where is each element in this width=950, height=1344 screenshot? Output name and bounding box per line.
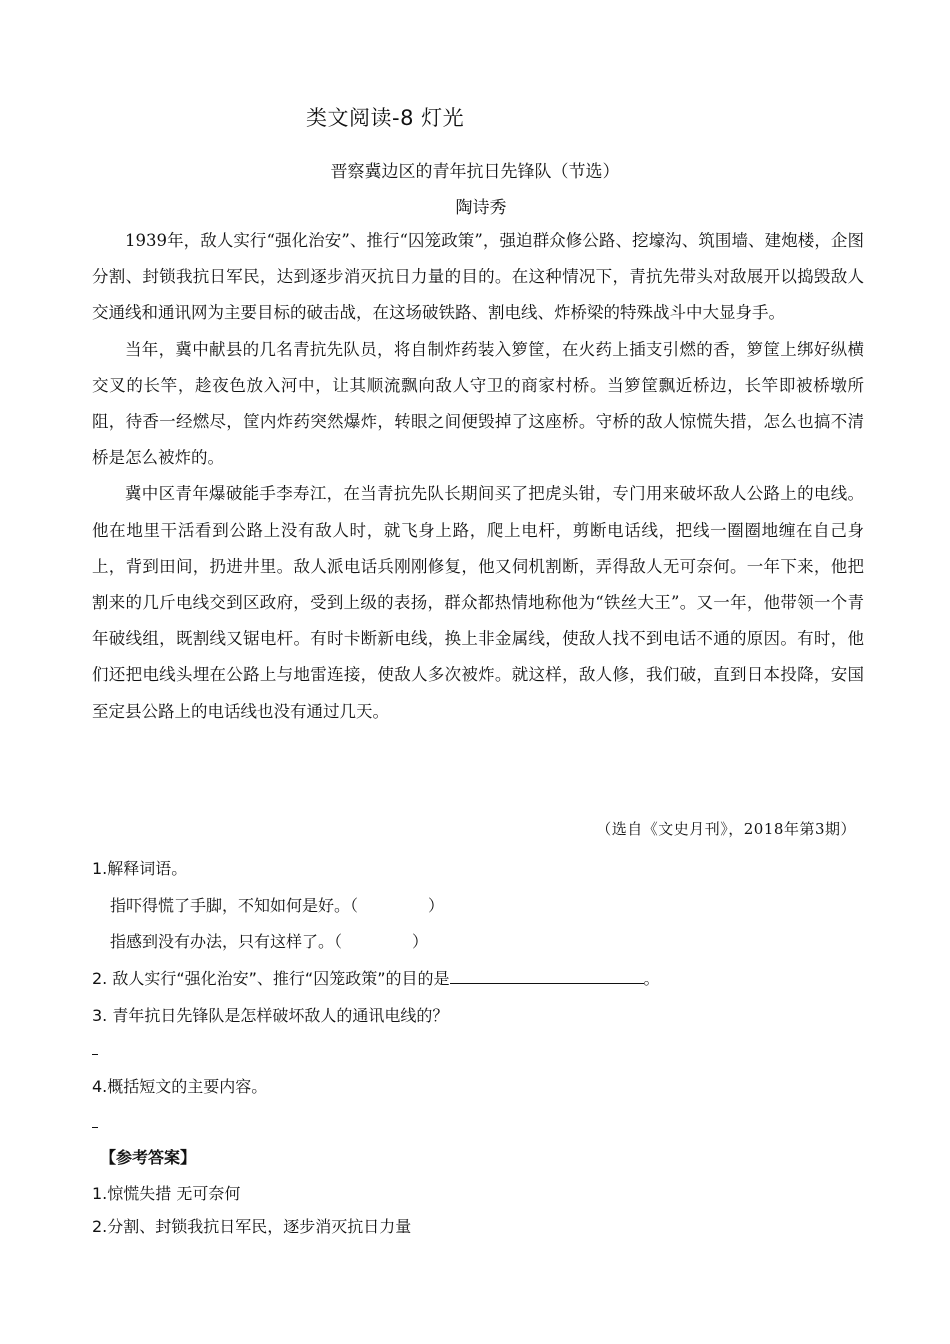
answer-2: 2.分割、封锁我抗日军民，逐步消灭抗日力量: [92, 1217, 412, 1236]
answer-line-4[interactable]: [92, 1113, 98, 1132]
question-1-item-2: [110, 929, 428, 952]
answer-underline[interactable]: [450, 967, 644, 984]
answer-1: 1.惊慌失措 无可奈何: [92, 1184, 241, 1203]
article-body: [92, 223, 864, 730]
answers-label: 【参考答案】: [100, 1148, 197, 1167]
article-paragraph: 1939年，敌人实行“强化治安”、推行“囚笼政策”，强迫群众修公路、挖壕沟、筑围墙、建炮楼，企图分割、封锁我抗日军民，达到逐步消灭抗日力量的目的。在这种情况下，青抗先带头对敌展开以捣毁敌人交通线和通讯网为主要目标的破击战，在这场破铁路、割电线、炸桥梁的特殊战斗中大显身手。: [92, 231, 864, 323]
article-source: （选自《文史月刊》，2018年第3期）: [596, 820, 856, 838]
question-2: [92, 966, 660, 989]
article-paragraph: 冀中区青年爆破能手李寿江，在当青抗先队长期间买了把虎头钳，专门用来破坏敌人公路上的电线。他在地里干活看到公路上没有敌人时，就飞身上路，爬上电杆，剪断电话线，把线一圈圈地缠在自己身上，背到田间，扔进井里。敌人派电话兵刚刚修复，他又伺机割断，弄得敌人无可奈何。一年下来，他把割来的几斤电线交到区政府，受到上级的表扬，群众都热情地称他为“铁丝大王”。又一年，他带领一个青年破线组，既割线又锯电杆。有时卡断新电线，换上非金属线，使敌人找不到电话不通的原因。有时，他们还把电线头埋在公路上与地雷连接，使敌人多次被炸。就这样，敌人修，我们破，直到日本投降，安国至定县公路上的电话线也没有通过几天。: [92, 484, 864, 721]
article-title: 晋察冀边区的青年抗日先锋队（节选）: [330, 162, 620, 182]
question-4: 4.概括短文的主要内容。: [92, 1077, 268, 1096]
paren-close: ）: [412, 932, 429, 951]
dash-mark: [92, 1118, 98, 1128]
answer-line-3[interactable]: [92, 1040, 98, 1059]
article-author: 陶诗秀: [455, 198, 507, 218]
question-1: 1.解释词语。: [92, 859, 188, 878]
question-2-text: 2. 敌人实行“强化治安”、推行“囚笼政策”的目的是: [92, 969, 450, 988]
article-paragraph: 当年，冀中献县的几名青抗先队员，将自制炸药装入箩筐，在火药上插支引燃的香，箩筐上绑好纵横交叉的长竿，趁夜色放入河中，让其顺流飘向敌人守卫的商家村桥。当箩筐飘近桥边，长竿即被桥墩所阻，待香一经燃尽，筐内炸药突然爆炸，转眼之间便毁掉了这座桥。守桥的敌人惊慌失措，怎么也搞不清桥是怎么被炸的。: [92, 339, 864, 468]
question-3: 3. 青年抗日先锋队是怎样破坏敌人的通讯电线的？: [92, 1006, 449, 1025]
question-2-end: 。: [643, 969, 660, 988]
paren-close: ）: [428, 896, 445, 915]
question-1-item-1: [110, 893, 444, 916]
question-1-item-2-text: 指感到没有办法，只有这样了。（: [110, 932, 343, 951]
question-1-item-1-text: 指吓得慌了手脚，不知如何是好。（: [110, 896, 359, 915]
page-heading: 类文阅读-8 灯光: [306, 106, 465, 130]
dash-mark: [92, 1045, 98, 1055]
